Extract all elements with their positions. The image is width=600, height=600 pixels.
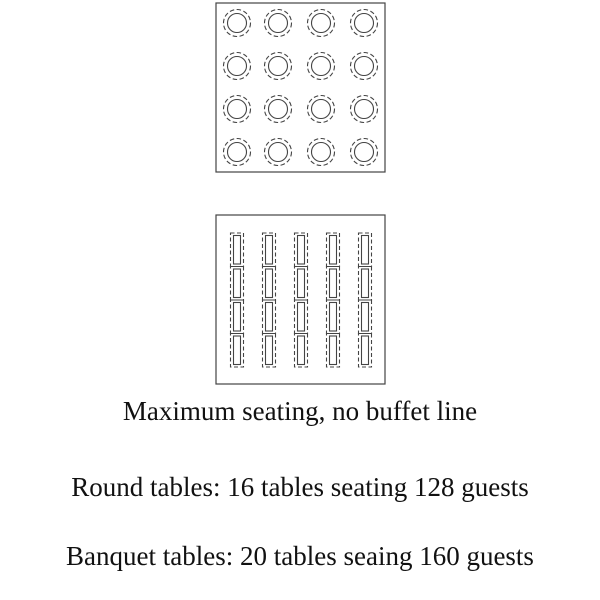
banquet-table-seats xyxy=(263,334,276,368)
banquet-table-seats xyxy=(263,300,276,334)
banquet-table xyxy=(295,233,308,267)
round-table xyxy=(308,10,335,37)
banquet-table xyxy=(295,300,308,334)
banquet-table-seats xyxy=(359,233,372,267)
banquet-table-column xyxy=(327,233,340,367)
banquet-table-top xyxy=(234,269,241,298)
banquet-table-seats xyxy=(295,233,308,267)
round-table xyxy=(265,10,292,37)
banquet-table-seats xyxy=(327,267,340,301)
banquet-tables-layout xyxy=(231,233,372,367)
banquet-table xyxy=(263,300,276,334)
banquet-table-seats xyxy=(295,300,308,334)
round-table xyxy=(351,96,378,123)
banquet-table-top xyxy=(234,336,241,365)
banquet-table xyxy=(263,334,276,368)
banquet-table-seats xyxy=(295,267,308,301)
round-table-top xyxy=(228,100,247,119)
banquet-table xyxy=(359,300,372,334)
banquet-table-top xyxy=(362,336,369,365)
banquet-table-seats xyxy=(359,300,372,334)
banquet-table-top xyxy=(362,303,369,332)
banquet-table-column xyxy=(263,233,276,367)
banquet-table-top xyxy=(234,236,241,265)
round-tables-layout xyxy=(224,10,378,166)
round-table-top xyxy=(312,143,331,162)
banquet-table xyxy=(231,233,244,267)
round-table-top xyxy=(228,143,247,162)
banquet-table-seats xyxy=(327,300,340,334)
banquet-table-top xyxy=(362,236,369,265)
round-table xyxy=(351,53,378,80)
banquet-table xyxy=(231,334,244,368)
banquet-table-column xyxy=(359,233,372,367)
round-table xyxy=(224,53,251,80)
round-table-top xyxy=(312,100,331,119)
banquet-table-seats xyxy=(263,233,276,267)
banquet-table-top xyxy=(266,269,273,298)
round-table-top xyxy=(312,57,331,76)
banquet-table-top xyxy=(298,269,305,298)
banquet-table-top xyxy=(266,336,273,365)
banquet-table-seats xyxy=(231,334,244,368)
banquet-table xyxy=(327,334,340,368)
banquet-table-column xyxy=(231,233,244,367)
round-table-top xyxy=(228,57,247,76)
round-table xyxy=(265,53,292,80)
banquet-table-top xyxy=(298,303,305,332)
round-table-top xyxy=(269,14,288,33)
banquet-table-seats xyxy=(231,233,244,267)
round-table xyxy=(308,96,335,123)
banquet-table-top xyxy=(330,236,337,265)
banquet-table-top xyxy=(234,303,241,332)
banquet-table xyxy=(231,267,244,301)
banquet-table-top xyxy=(266,303,273,332)
round-table xyxy=(308,139,335,166)
round-tables-summary: Round tables: 16 tables seating 128 guests xyxy=(71,472,529,502)
banquet-table xyxy=(327,300,340,334)
round-table-top xyxy=(269,100,288,119)
banquet-table xyxy=(295,334,308,368)
banquet-table xyxy=(327,233,340,267)
banquet-tables-summary: Banquet tables: 20 tables seaing 160 guests xyxy=(66,541,534,571)
round-table xyxy=(224,10,251,37)
banquet-table-top xyxy=(266,236,273,265)
banquet-table xyxy=(263,233,276,267)
banquet-table-column xyxy=(295,233,308,367)
round-table-top xyxy=(355,100,374,119)
banquet-table-seats xyxy=(295,334,308,368)
round-table xyxy=(351,139,378,166)
banquet-table-top xyxy=(330,336,337,365)
banquet-table-top xyxy=(330,303,337,332)
banquet-table-top xyxy=(330,269,337,298)
banquet-table-seats xyxy=(231,300,244,334)
banquet-table-seats xyxy=(327,334,340,368)
banquet-table-seats xyxy=(359,334,372,368)
round-table xyxy=(224,96,251,123)
banquet-table-seats xyxy=(327,233,340,267)
round-tables-room xyxy=(216,3,385,172)
banquet-table-seats xyxy=(263,267,276,301)
round-table-top xyxy=(312,14,331,33)
banquet-table xyxy=(263,267,276,301)
round-table-top xyxy=(228,14,247,33)
round-table-top xyxy=(269,143,288,162)
banquet-table-top xyxy=(362,269,369,298)
banquet-table-seats xyxy=(359,267,372,301)
round-table xyxy=(265,139,292,166)
banquet-table xyxy=(327,267,340,301)
round-table-top xyxy=(355,57,374,76)
heading-caption: Maximum seating, no buffet line xyxy=(122,396,478,426)
round-table xyxy=(351,10,378,37)
banquet-table xyxy=(231,300,244,334)
round-table-top xyxy=(355,143,374,162)
round-table-top xyxy=(269,57,288,76)
banquet-table xyxy=(359,334,372,368)
round-table xyxy=(224,139,251,166)
round-table xyxy=(308,53,335,80)
banquet-table xyxy=(295,267,308,301)
banquet-table-top xyxy=(298,236,305,265)
round-table xyxy=(265,96,292,123)
banquet-table xyxy=(359,233,372,267)
banquet-table-top xyxy=(298,336,305,365)
banquet-table xyxy=(359,267,372,301)
banquet-table-seats xyxy=(231,267,244,301)
round-table-top xyxy=(355,14,374,33)
